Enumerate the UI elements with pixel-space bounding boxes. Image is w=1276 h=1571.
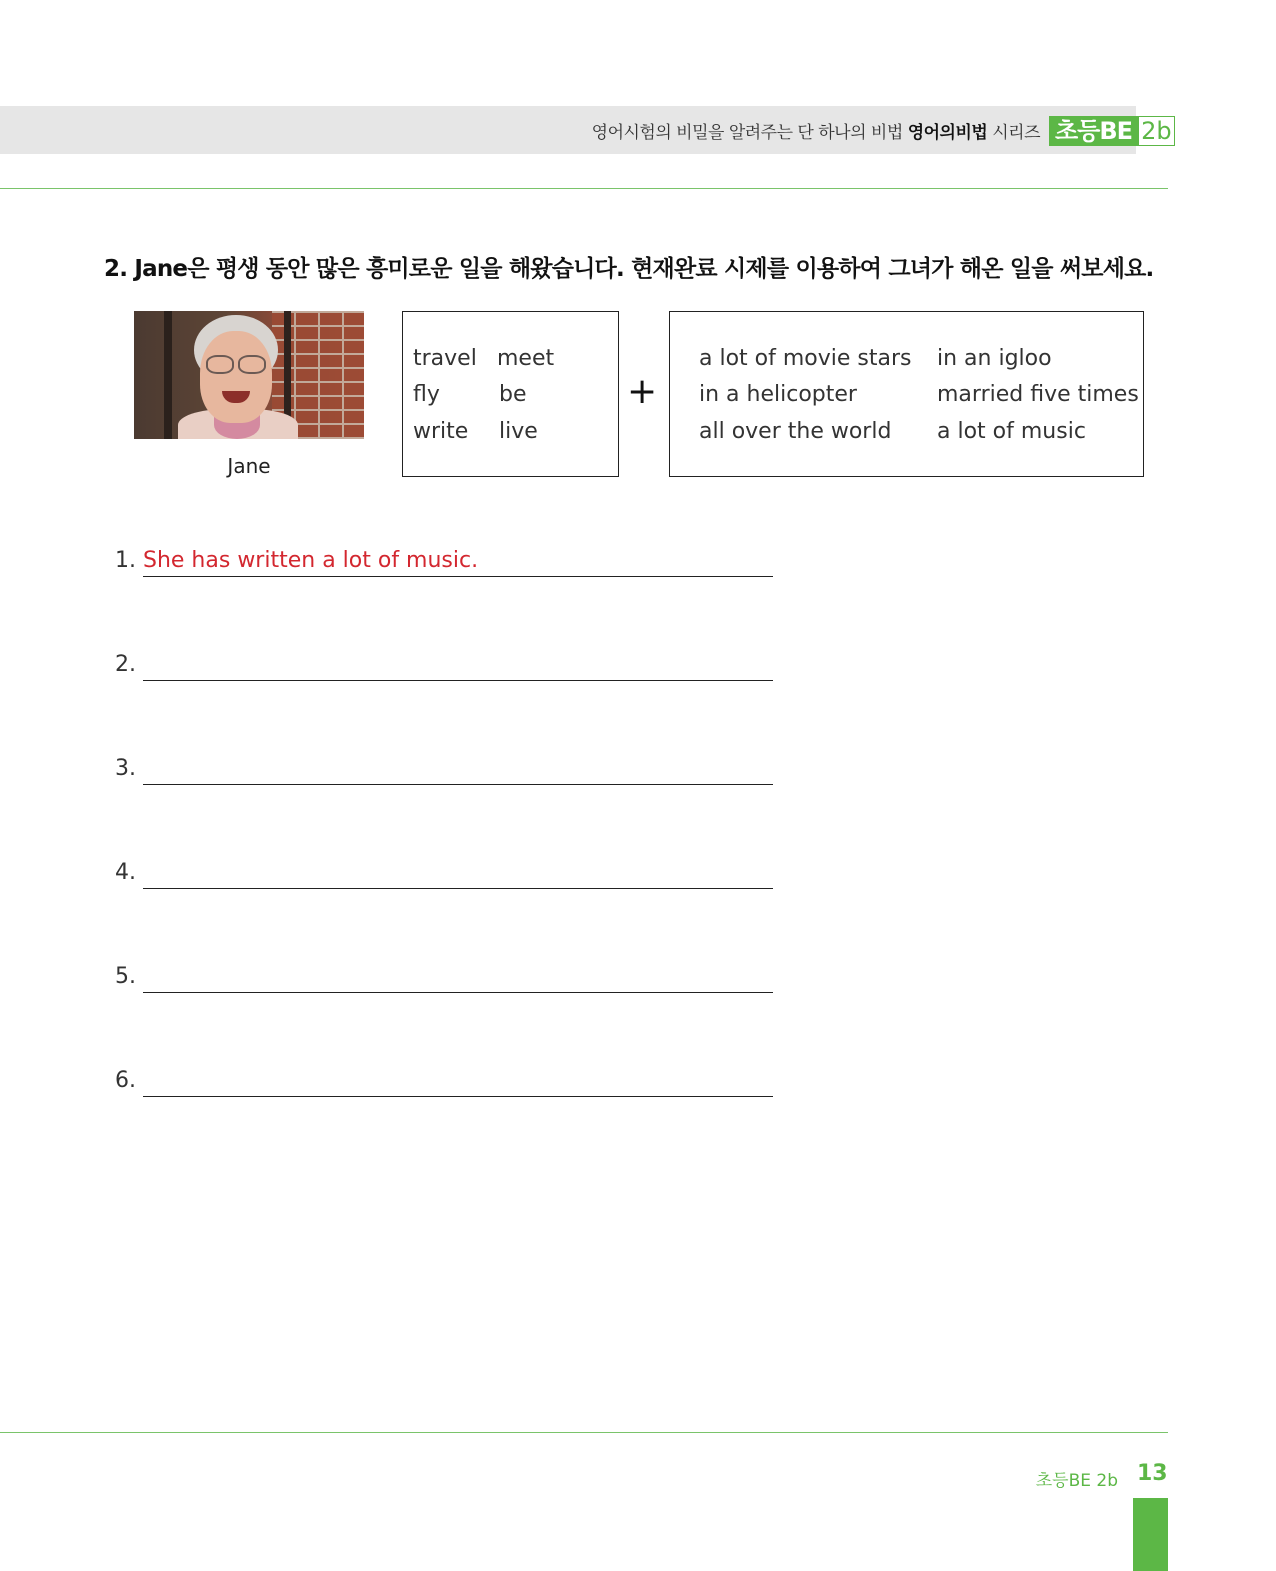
top-divider [0,188,1168,189]
plus-sign: + [627,371,658,412]
phrase-word: married five times [937,382,1139,407]
logo-sub-text: 2b [1138,116,1175,146]
phrase-word: in an igloo [937,346,1052,371]
tagline-suffix: 시리즈 [992,123,1040,143]
phrase-word: a lot of movie stars [699,346,912,371]
footer-label: 초등BE 2b [1035,1471,1118,1491]
verb-word: live [499,419,538,444]
page-number: 13 [1137,1461,1168,1486]
verb-word: meet [497,346,555,371]
answer-field[interactable] [143,860,773,889]
series-logo [1049,116,1175,146]
verb-word: fly [413,382,440,407]
logo-main-text: 초등BE [1049,116,1138,146]
answer-field[interactable] [143,964,773,993]
answer-number: 3. [115,756,136,781]
verb-word: write [413,419,469,444]
answer-number: 4. [115,860,136,885]
bottom-divider [0,1432,1168,1433]
verb-word: travel [413,346,477,371]
verb-word: be [499,382,527,407]
answer-field[interactable] [143,652,773,681]
answer-field[interactable] [143,1068,773,1097]
answer-number: 5. [115,964,136,989]
phrase-word: in a helicopter [699,382,857,407]
chair-rail [164,311,172,439]
verb-box [402,311,619,477]
face [200,331,272,423]
answer-number: 1. [115,548,136,573]
footer-tab [1133,1498,1168,1571]
question-instruction: 2. Jane은 평생 동안 많은 흥미로운 일을 해왔습니다. 현재완료 시제를 이용하여 그녀가 해온 일을 써보세요. [104,256,1154,282]
tagline-brand: 영어의비법 [907,123,988,143]
answer-field[interactable]: She has written a lot of music. [143,548,773,577]
phrase-word: all over the world [699,419,892,444]
header-tagline [592,118,1040,143]
phrase-box [669,311,1144,477]
photo-caption: Jane [227,454,271,478]
answer-number: 6. [115,1068,136,1093]
answer-field[interactable] [143,756,773,785]
answer-number: 2. [115,652,136,677]
jane-photo [134,311,364,439]
phrase-word: a lot of music [937,419,1086,444]
glasses-icon [206,355,266,371]
tagline-prefix: 영어시험의 비밀을 알려주는 단 하나의 비법 [591,123,903,143]
